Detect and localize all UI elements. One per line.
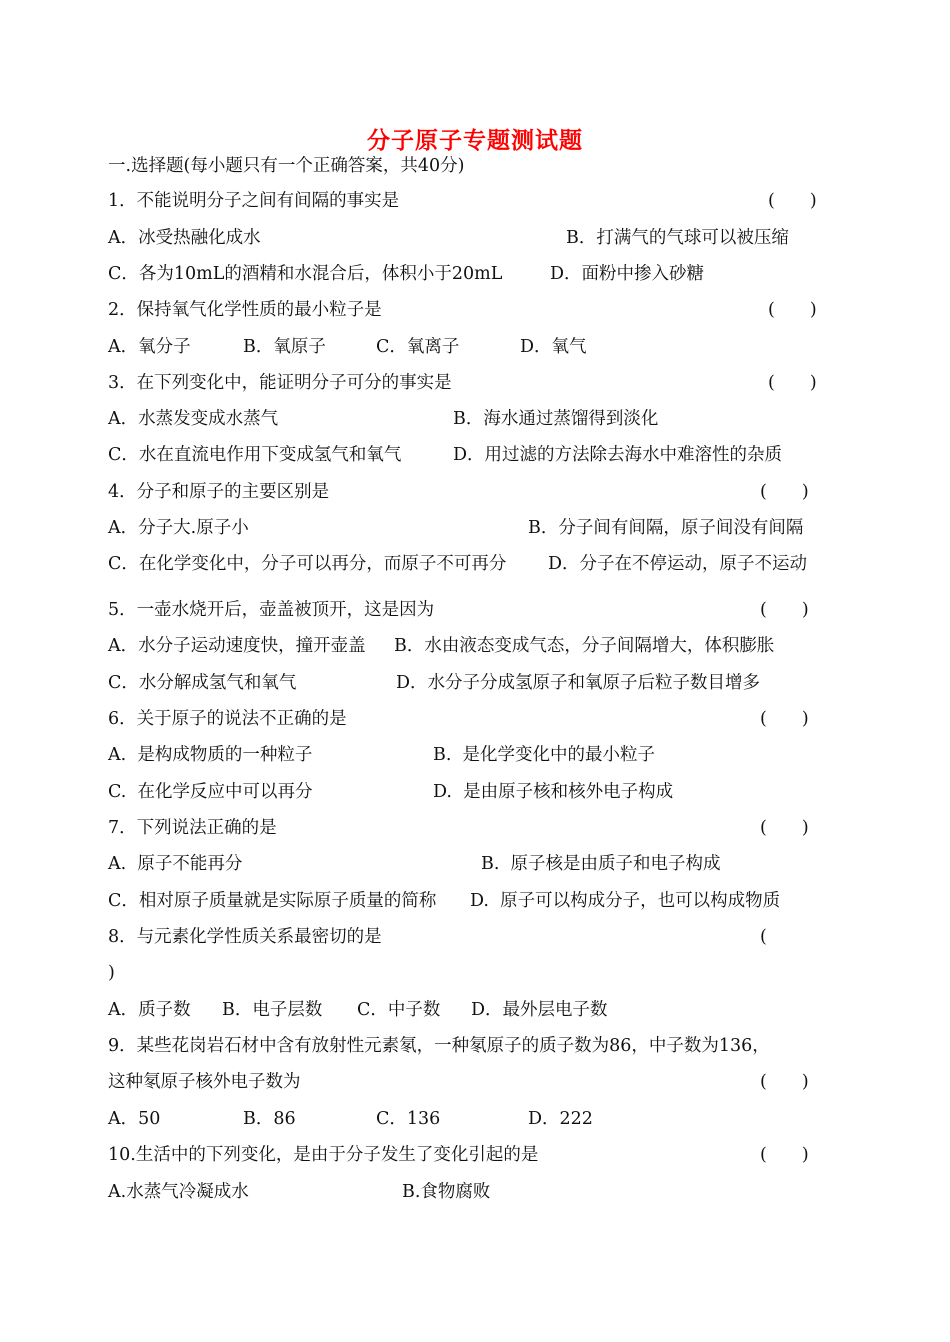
q1-answer-blank: ( )	[768, 191, 817, 211]
q3-answer-blank: ( )	[768, 373, 817, 393]
q4-stem: 4．分子和原子的主要区别是	[108, 482, 330, 502]
q8-option-c: C．中子数	[357, 1000, 441, 1020]
q7-option-a: A. 原子不能再分	[108, 854, 243, 874]
q3-option-a: A．水蒸发变成水蒸气	[108, 409, 279, 429]
q1-option-d: D．面粉中掺入砂糖	[550, 264, 705, 284]
q6-stem: 6．关于原子的说法不正确的是	[108, 709, 347, 729]
q1-option-b: B．打满气的气球可以被压缩	[566, 228, 789, 248]
q1-stem: 1．不能说明分子之间有间隔的事实是	[108, 191, 400, 211]
q2-option-d: D．氧气	[520, 337, 587, 357]
q4-option-d: D．分子在不停运动，原子不运动	[548, 554, 808, 574]
q5-option-a: A．水分子运动速度快，撞开壶盖	[108, 636, 366, 656]
q8-option-d: D．最外层电子数	[471, 1000, 608, 1020]
q4-option-c: C．在化学变化中，分子可以再分，而原子不可再分	[108, 554, 507, 574]
q6-option-a: A. 是构成物质的一种粒子	[108, 745, 313, 765]
q1-option-c: C．各为10mL的酒精和水混合后，体积小于20mL	[108, 264, 503, 284]
q8-stem: 8．与元素化学性质关系最密切的是	[108, 927, 382, 947]
q9-answer-blank: ( )	[760, 1072, 809, 1092]
q8-answer-blank-open: (	[760, 927, 767, 947]
q9-stem-line1: 9．某些花岗岩石材中含有放射性元素氡，一种氡原子的质子数为86，中子数为136，	[108, 1036, 770, 1056]
q2-option-b: B．氧原子	[243, 337, 326, 357]
q9-stem-line2: 这种氡原子核外电子数为	[108, 1072, 301, 1092]
q8-option-a: A．质子数	[108, 1000, 191, 1020]
q3-stem: 3．在下列变化中，能证明分子可分的事实是	[108, 373, 452, 393]
q4-option-b: B．分子间有间隔，原子间没有间隔	[528, 518, 804, 538]
q3-option-b: B．海水通过蒸馏得到淡化	[453, 409, 659, 429]
section-heading: 一.选择题(每小题只有一个正确答案，共40分)	[108, 156, 465, 176]
q6-option-b: B. 是化学变化中的最小粒子	[433, 745, 656, 765]
q9-option-a: A．50	[108, 1109, 161, 1129]
q2-stem: 2．保持氧气化学性质的最小粒子是	[108, 300, 382, 320]
q7-option-b: B. 原子核是由质子和电子构成	[481, 854, 721, 874]
q6-option-c: C. 在化学反应中可以再分	[108, 782, 313, 802]
q9-option-b: B．86	[243, 1109, 296, 1129]
q6-answer-blank: ( )	[760, 709, 809, 729]
q5-stem: 5．一壶水烧开后，壶盖被顶开，这是因为	[108, 600, 435, 620]
q2-option-c: C．氧离子	[376, 337, 460, 357]
q3-option-c: C．水在直流电作用下变成氢气和氧气	[108, 445, 402, 465]
q1-option-a: A．冰受热融化成水	[108, 228, 261, 248]
q8-option-b: B．电子层数	[222, 1000, 323, 1020]
q4-answer-blank: ( )	[760, 482, 809, 502]
q4-option-a: A．分子大.原子小	[108, 518, 249, 538]
q10-option-b: B.食物腐败	[402, 1182, 491, 1202]
q8-answer-blank-close: )	[108, 963, 115, 983]
q10-option-a: A.水蒸气冷凝成水	[108, 1182, 249, 1202]
q5-option-b: B．水由液态变成气态，分子间隔增大，体积膨胀	[394, 636, 775, 656]
q9-option-d: D．222	[528, 1109, 593, 1129]
q9-option-c: C．136	[376, 1109, 441, 1129]
q10-stem: 10.生活中的下列变化，是由于分子发生了变化引起的是	[108, 1145, 539, 1165]
q3-option-d: D．用过滤的方法除去海水中难溶性的杂质	[453, 445, 783, 465]
page-title: 分子原子专题测试题	[367, 128, 583, 154]
q7-option-c: C．相对原子质量就是实际原子质量的简称	[108, 891, 437, 911]
q2-answer-blank: ( )	[768, 300, 817, 320]
q7-stem: 7．下列说法正确的是	[108, 818, 277, 838]
q5-answer-blank: ( )	[760, 600, 809, 620]
q7-answer-blank: ( )	[760, 818, 809, 838]
q5-option-d: D．水分子分成氢原子和氧原子后粒子数目增多	[396, 673, 761, 693]
q10-answer-blank: ( )	[760, 1145, 809, 1165]
q6-option-d: D. 是由原子核和核外电子构成	[433, 782, 674, 802]
q5-option-c: C．水分解成氢气和氧气	[108, 673, 297, 693]
q7-option-d: D. 原子可以构成分子，也可以构成物质	[470, 891, 781, 911]
q2-option-a: A．氧分子	[108, 337, 191, 357]
